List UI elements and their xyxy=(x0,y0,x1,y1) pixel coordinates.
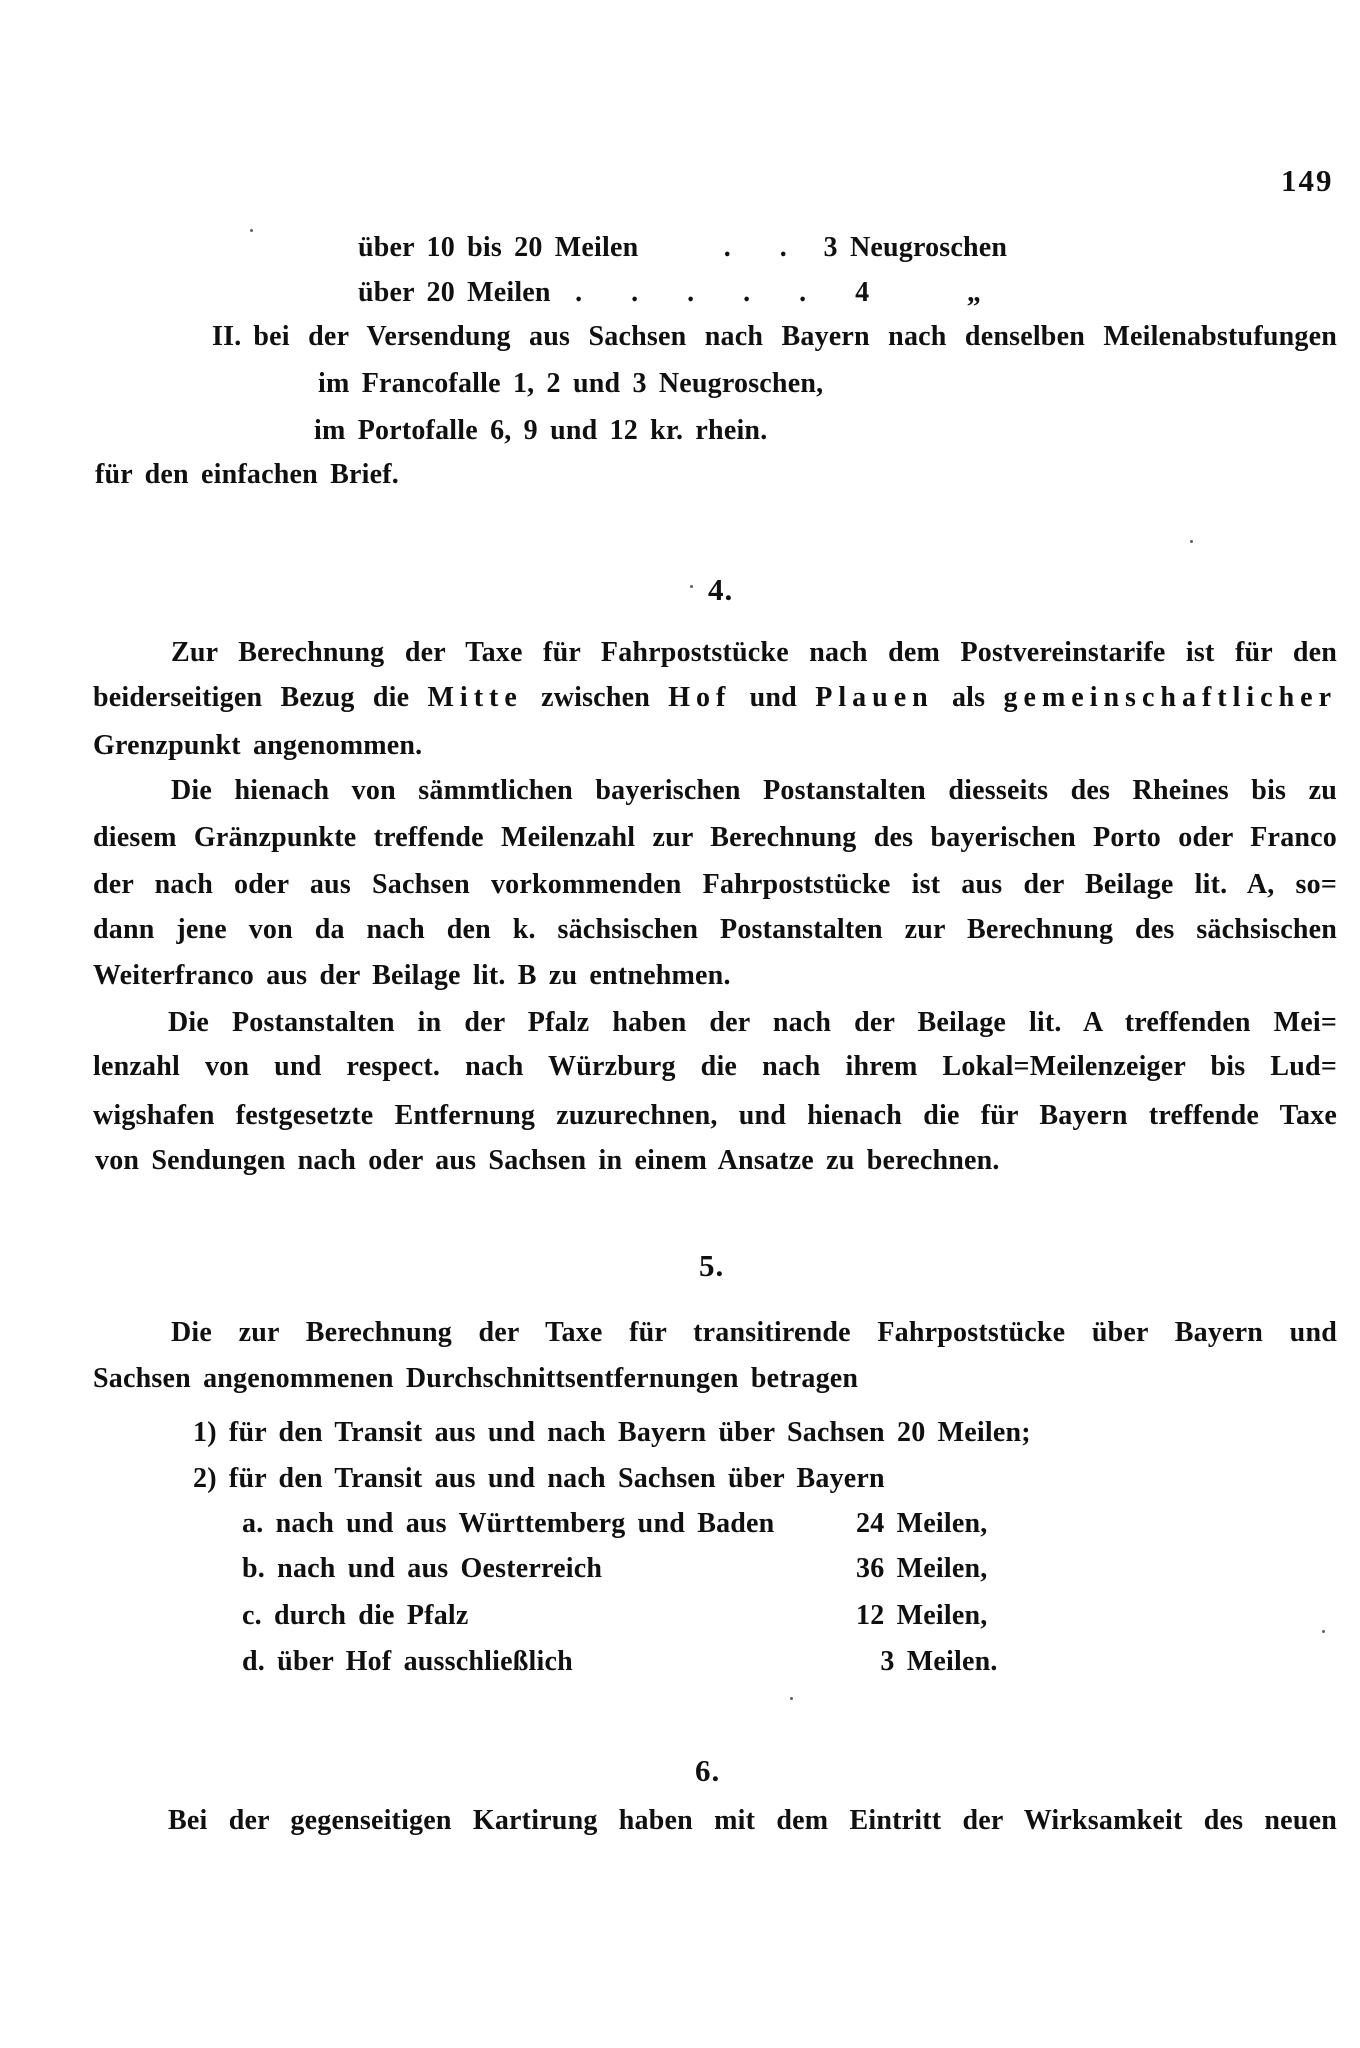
s4-p3-line4: von Sendungen nach oder aus Sachsen in einem Ansatze zu berechnen. xyxy=(95,1145,1000,1176)
scan-speck xyxy=(1322,1630,1325,1633)
scan-speck xyxy=(790,1697,793,1700)
item-II-text: bei der Versendung aus Sachsen nach Bayern nach denselben Meilenabstufungen xyxy=(253,321,1337,352)
s4-p2-line4: dann jene von da nach den k. sächsischen Postanstalten zur Berechnung des sächsischen xyxy=(93,914,1337,945)
emphasis-plauen: Plauen xyxy=(815,682,934,713)
s4-p1-line1: Zur Berechnung der Taxe für Fahrpoststücke nach dem Postvereinstarife ist für den xyxy=(171,637,1337,668)
s5-sub-d-label: d. über Hof ausschließlich xyxy=(242,1646,573,1677)
s6-para-line1: Bei der gegenseitigen Kartirung haben mit dem Eintritt der Wirksamkeit des neuen xyxy=(168,1805,1337,1836)
section-5-heading: 5. xyxy=(699,1248,725,1283)
s5-list-item-1: 1) für den Transit aus und nach Bayern über Sachsen 20 Meilen; xyxy=(193,1417,1031,1448)
s4-p1-line2-c: und xyxy=(731,682,816,713)
s4-p1-line2 xyxy=(93,682,1337,714)
s4-p1-line2-a: beiderseitigen Bezug die xyxy=(93,682,428,713)
s4-p1-line3: Grenzpunkt angenommen. xyxy=(93,730,423,761)
s4-p1-line2-d: als xyxy=(933,682,1004,713)
s4-p3-line2: lenzahl von und respect. nach Würzburg die nach ihrem Lokal=Meilenzeiger bis Lud= xyxy=(93,1051,1337,1082)
section-6-heading: 6. xyxy=(695,1753,721,1788)
s4-p2-line3: der nach oder aus Sachsen vorkommenden Fahrpoststücke ist aus der Beilage lit. A, so= xyxy=(93,869,1337,900)
s5-para-line2: Sachsen angenommenen Durchschnittsentfernungen betragen xyxy=(93,1363,859,1394)
s4-p3-line1: Die Postanstalten in der Pfalz haben der nach der Beilage lit. A treffenden Mei= xyxy=(168,1007,1337,1038)
s5-sub-c-value: 12 Meilen, xyxy=(856,1600,988,1631)
item-II-numeral: II. xyxy=(212,321,242,352)
closing-line: für den einfachen Brief. xyxy=(95,459,399,490)
scan-speck xyxy=(1190,540,1193,543)
s5-sub-a-value: 24 Meilen, xyxy=(856,1508,988,1539)
s4-p2-line5: Weiterfranco aus der Beilage lit. B zu entnehmen. xyxy=(93,960,731,991)
scan-speck xyxy=(250,229,253,232)
item-II-line xyxy=(212,321,1337,353)
s5-sub-a-label: a. nach und aus Württemberg und Baden xyxy=(242,1508,775,1539)
s4-p1-line2-b: zwischen xyxy=(522,682,669,713)
tariff-line-over-20: über 20 Meilen . . . . . 4 „ xyxy=(358,277,982,308)
s5-para-line1: Die zur Berechnung der Taxe für transitirende Fahrpoststücke über Bayern und xyxy=(171,1317,1337,1348)
s4-p3-line3: wigshafen festgesetzte Entfernung zuzurechnen, und hienach die für Bayern treffende Taxe xyxy=(93,1100,1337,1131)
emphasis-hof: Hof xyxy=(668,682,732,713)
s5-sub-d-value: 3 Meilen. xyxy=(856,1646,998,1677)
porto-line: im Portofalle 6, 9 und 12 kr. rhein. xyxy=(314,415,768,446)
emphasis-gemeinschaftlicher: gemeinschaftlicher xyxy=(1003,682,1338,713)
page-number: 149 xyxy=(1281,163,1334,198)
s5-sub-b-label: b. nach und aus Oesterreich xyxy=(242,1553,603,1584)
franco-line: im Francofalle 1, 2 und 3 Neugroschen, xyxy=(318,368,824,399)
s4-p2-line2: diesem Gränzpunkte treffende Meilenzahl zur Berechnung des bayerischen Porto oder Franco xyxy=(93,822,1337,853)
s5-list-item-2: 2) für den Transit aus und nach Sachsen über Bayern xyxy=(193,1463,885,1494)
s4-p2-line1: Die hienach von sämmtlichen bayerischen Postanstalten diesseits des Rheines bis zu xyxy=(171,775,1337,806)
tariff-line-over-10-20: über 10 bis 20 Meilen . . 3 Neugroschen xyxy=(358,232,1008,263)
s5-sub-c-label: c. durch die Pfalz xyxy=(242,1600,469,1631)
scan-speck xyxy=(690,585,693,588)
s5-sub-b-value: 36 Meilen, xyxy=(856,1553,988,1584)
emphasis-mitte: Mitte xyxy=(427,682,523,713)
section-4-heading: 4. xyxy=(708,572,734,607)
